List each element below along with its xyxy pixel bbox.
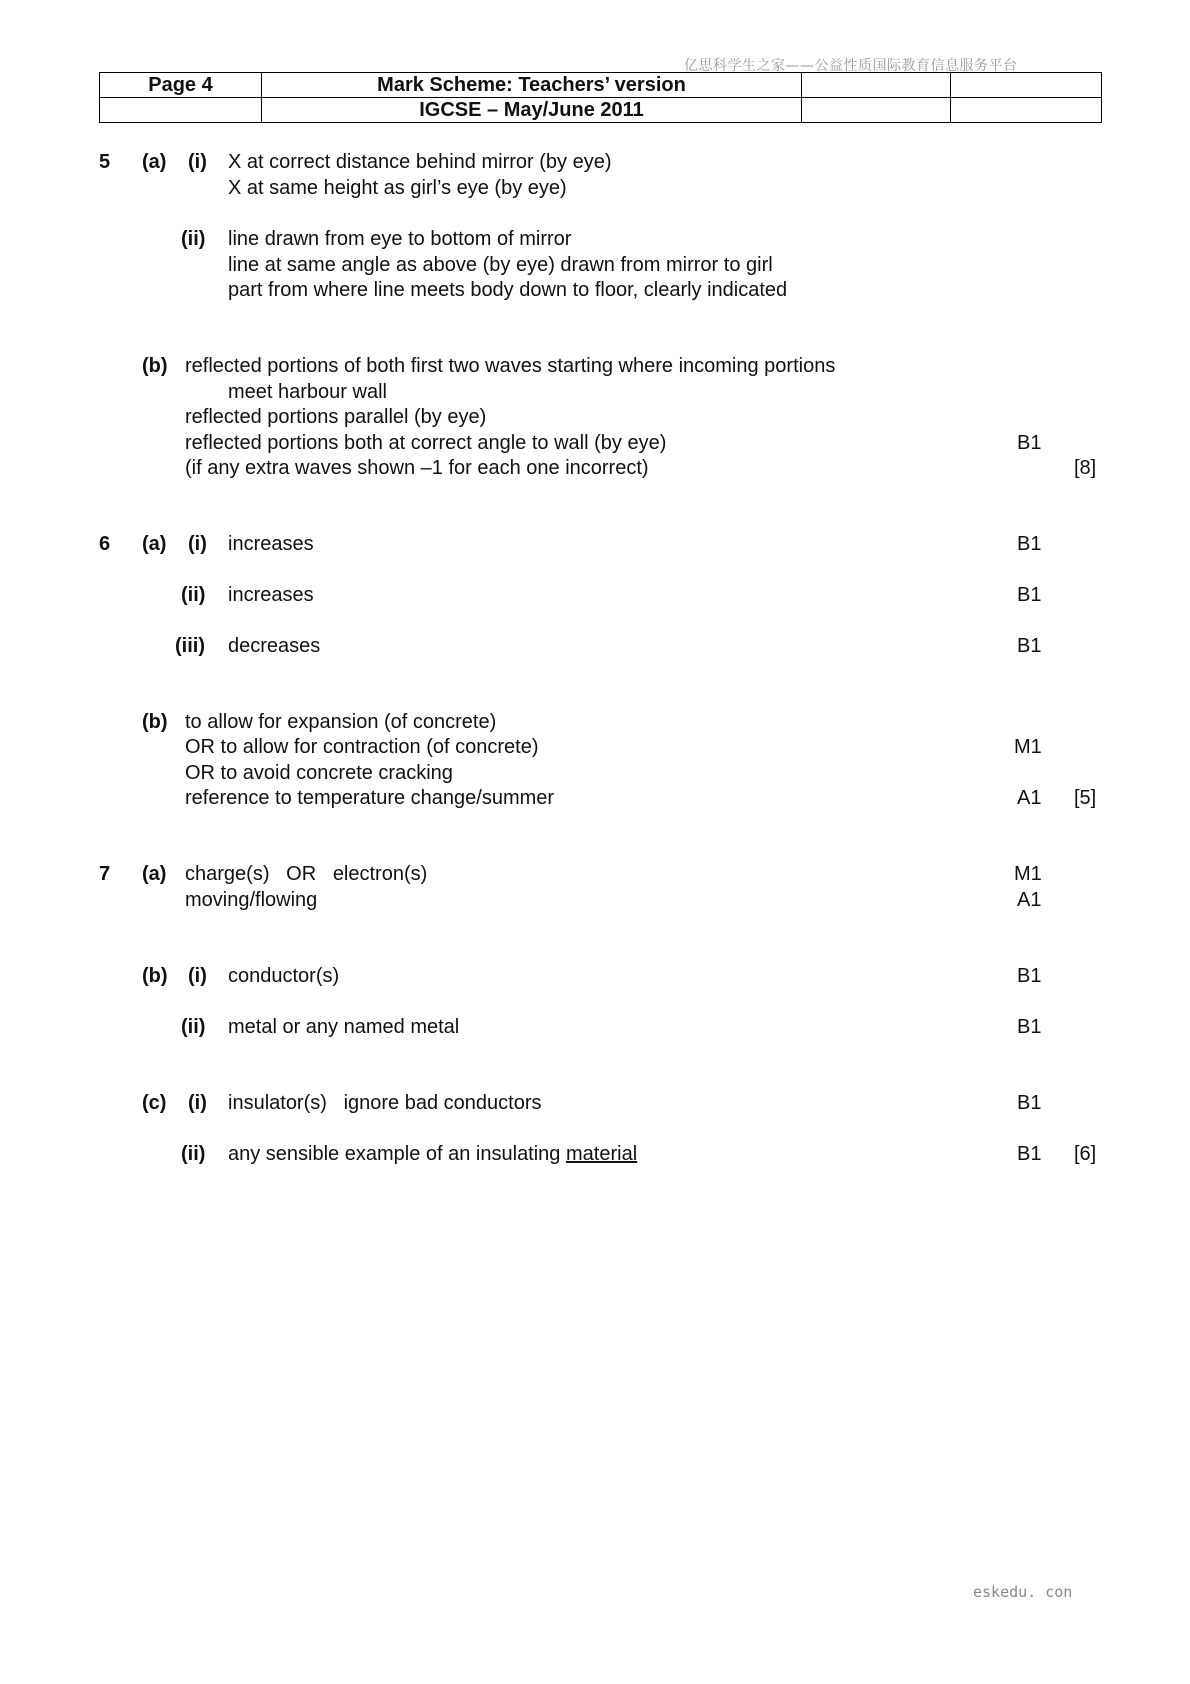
answer-line: metal or any named metal: [228, 1016, 460, 1038]
question-total: [5]: [1074, 787, 1097, 809]
answer-line: OR to avoid concrete cracking: [185, 762, 453, 784]
answer-line: reflected portions both at correct angle to wall (by eye): [185, 432, 667, 454]
header-empty-cell: [802, 98, 951, 123]
answer-line: moving/flowing: [185, 889, 318, 911]
answer-line: to allow for expansion (of concrete): [185, 711, 497, 733]
underlined-term: material: [566, 1143, 638, 1165]
subpart-label: (ii): [181, 228, 206, 250]
part-label: (a): [142, 533, 167, 555]
answer-line: insulator(s) ignore bad conductors: [228, 1092, 542, 1114]
answer-line: reflected portions of both first two waves starting where incoming portions: [185, 355, 836, 377]
part-label: (b): [142, 355, 168, 377]
answer-line: increases: [228, 533, 314, 555]
answer-line: (if any extra waves shown –1 for each one incorrect): [185, 457, 649, 479]
subpart-label: (i): [188, 1092, 207, 1114]
subpart-label: (ii): [181, 584, 206, 606]
answer-line: [228, 1141, 637, 1167]
mark: B1: [1017, 584, 1042, 606]
subpart-label: (ii): [181, 1143, 206, 1165]
answer-line: reference to temperature change/summer: [185, 787, 555, 809]
answer-line: charge(s) OR electron(s): [185, 863, 428, 885]
mark: A1: [1017, 889, 1042, 911]
mark: B1: [1017, 432, 1042, 454]
mark: B1: [1017, 533, 1042, 555]
answer-text: any sensible example of an insulating: [228, 1143, 566, 1165]
question-total: [8]: [1074, 457, 1097, 479]
answer-line: line at same angle as above (by eye) drawn from mirror to girl: [228, 254, 773, 276]
question-number: 7: [99, 863, 111, 885]
header-table: [99, 72, 1102, 123]
mark: M1: [1014, 863, 1042, 885]
answer-line: conductor(s): [228, 965, 340, 987]
watermark-bottom: eskedu. con: [973, 1583, 1073, 1601]
mark: B1: [1017, 1016, 1042, 1038]
header-empty-cell: [951, 73, 1102, 98]
answer-line: part from where line meets body down to floor, clearly indicated: [228, 279, 788, 301]
watermark-top: 亿思科学生之家——公益性质国际教育信息服务平台: [684, 58, 1018, 74]
mark: M1: [1014, 736, 1042, 758]
answer-line: X at correct distance behind mirror (by eye): [228, 151, 612, 173]
header-empty-cell: [951, 98, 1102, 123]
answer-line: reflected portions parallel (by eye): [185, 406, 487, 428]
part-label: (c): [142, 1092, 167, 1114]
part-label: (b): [142, 711, 168, 733]
header-empty-cell: [100, 98, 262, 123]
mark: B1: [1017, 1143, 1042, 1165]
question-number: 5: [99, 151, 111, 173]
subpart-label: (i): [188, 533, 207, 555]
header-empty-cell: [802, 73, 951, 98]
document-title: Mark Scheme: Teachers’ version: [262, 73, 802, 98]
mark: B1: [1017, 1092, 1042, 1114]
subpart-label: (ii): [181, 1016, 206, 1038]
mark: A1: [1017, 787, 1042, 809]
question-total: [6]: [1074, 1143, 1097, 1165]
mark: B1: [1017, 635, 1042, 657]
mark: B1: [1017, 965, 1042, 987]
answer-line: increases: [228, 584, 314, 606]
answer-line: X at same height as girl’s eye (by eye): [228, 177, 567, 199]
page-label: Page 4: [100, 73, 262, 98]
part-label: (a): [142, 863, 167, 885]
answer-line: decreases: [228, 635, 321, 657]
part-label: (a): [142, 151, 167, 173]
subpart-label: (i): [188, 965, 207, 987]
subpart-label: (i): [188, 151, 207, 173]
document-subtitle: IGCSE – May/June 2011: [262, 98, 802, 123]
answer-line: OR to allow for contraction (of concrete): [185, 736, 539, 758]
answer-line: line drawn from eye to bottom of mirror: [228, 228, 572, 250]
subpart-label: (iii): [175, 635, 205, 657]
part-label: (b): [142, 965, 168, 987]
answer-line: meet harbour wall: [228, 381, 387, 403]
question-number: 6: [99, 533, 111, 555]
